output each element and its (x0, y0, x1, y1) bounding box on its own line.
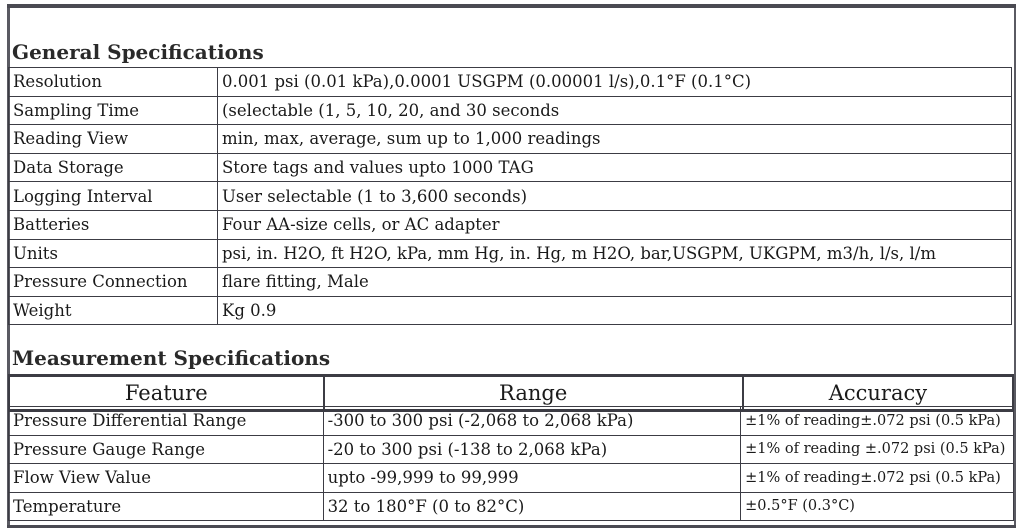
feature-cell: Temperature (9, 492, 324, 521)
range-cell: -300 to 300 psi (-2,068 to 2,068 kPa) (323, 407, 741, 436)
table-row (9, 210, 1012, 239)
spec-value: flare fitting, Male (218, 268, 1012, 297)
general-specifications-table (8, 67, 1012, 325)
range-cell: -20 to 300 psi (-138 to 2,068 kPa) (323, 435, 741, 464)
spec-label: Sampling Time (9, 96, 218, 125)
spec-label: Data Storage (9, 153, 218, 182)
bottom-border (7, 525, 1016, 528)
table-row (9, 435, 1014, 464)
spec-label: Reading View (9, 125, 218, 154)
spec-value: 0.001 psi (0.01 kPa),0.0001 USGPM (0.00001 l/s),0.1°F (0.1°C) (218, 68, 1012, 97)
top-border (7, 4, 1016, 8)
spec-label: Resolution (9, 68, 218, 97)
spec-label: Weight (9, 296, 218, 325)
spec-label: Units (9, 239, 218, 268)
spec-value: min, max, average, sum up to 1,000 readings (218, 125, 1012, 154)
range-cell: upto -99,999 to 99,999 (323, 464, 741, 493)
spec-value: Kg 0.9 (218, 296, 1012, 325)
column-header-feature: Feature (9, 376, 324, 411)
accuracy-cell: ±1% of reading ±.072 psi (0.5 kPa) (741, 435, 1014, 464)
column-header-accuracy: Accuracy (743, 376, 1013, 411)
accuracy-cell: ±1% of reading±.072 psi (0.5 kPa) (741, 407, 1014, 436)
spec-value: User selectable (1 to 3,600 seconds) (218, 182, 1012, 211)
feature-cell: Flow View Value (9, 464, 324, 493)
measurement-specifications-table (8, 406, 1014, 521)
table-row (9, 68, 1012, 97)
table-row (9, 268, 1012, 297)
accuracy-cell: ±0.5°F (0.3°C) (741, 492, 1014, 521)
table-row (9, 407, 1014, 436)
table-row (9, 464, 1014, 493)
spec-value: Four AA-size cells, or AC adapter (218, 210, 1012, 239)
table-row (9, 153, 1012, 182)
accuracy-cell: ±1% of reading±.072 psi (0.5 kPa) (741, 464, 1014, 493)
table-row (9, 125, 1012, 154)
spec-label: Logging Interval (9, 182, 218, 211)
column-header-range: Range (324, 376, 743, 411)
spec-value: (selectable (1, 5, 10, 20, and 30 seconds (218, 96, 1012, 125)
spec-value: psi, in. H2O, ft H2O, kPa, mm Hg, in. Hg, m H2O, bar,USGPM, UKGPM, m3/h, l/s, l/m (218, 239, 1012, 268)
spec-label: Batteries (9, 210, 218, 239)
table-row (9, 492, 1014, 521)
general-specifications-title: General Specifications (12, 40, 264, 64)
feature-cell: Pressure Gauge Range (9, 435, 324, 464)
table-row (9, 296, 1012, 325)
spec-label: Pressure Connection (9, 268, 218, 297)
range-cell: 32 to 180°F (0 to 82°C) (323, 492, 741, 521)
table-row (9, 96, 1012, 125)
measurement-specifications-title: Measurement Specifications (12, 346, 331, 370)
feature-cell: Pressure Differential Range (9, 407, 324, 436)
table-row (9, 182, 1012, 211)
spec-value: Store tags and values upto 1000 TAG (218, 153, 1012, 182)
table-row (9, 239, 1012, 268)
